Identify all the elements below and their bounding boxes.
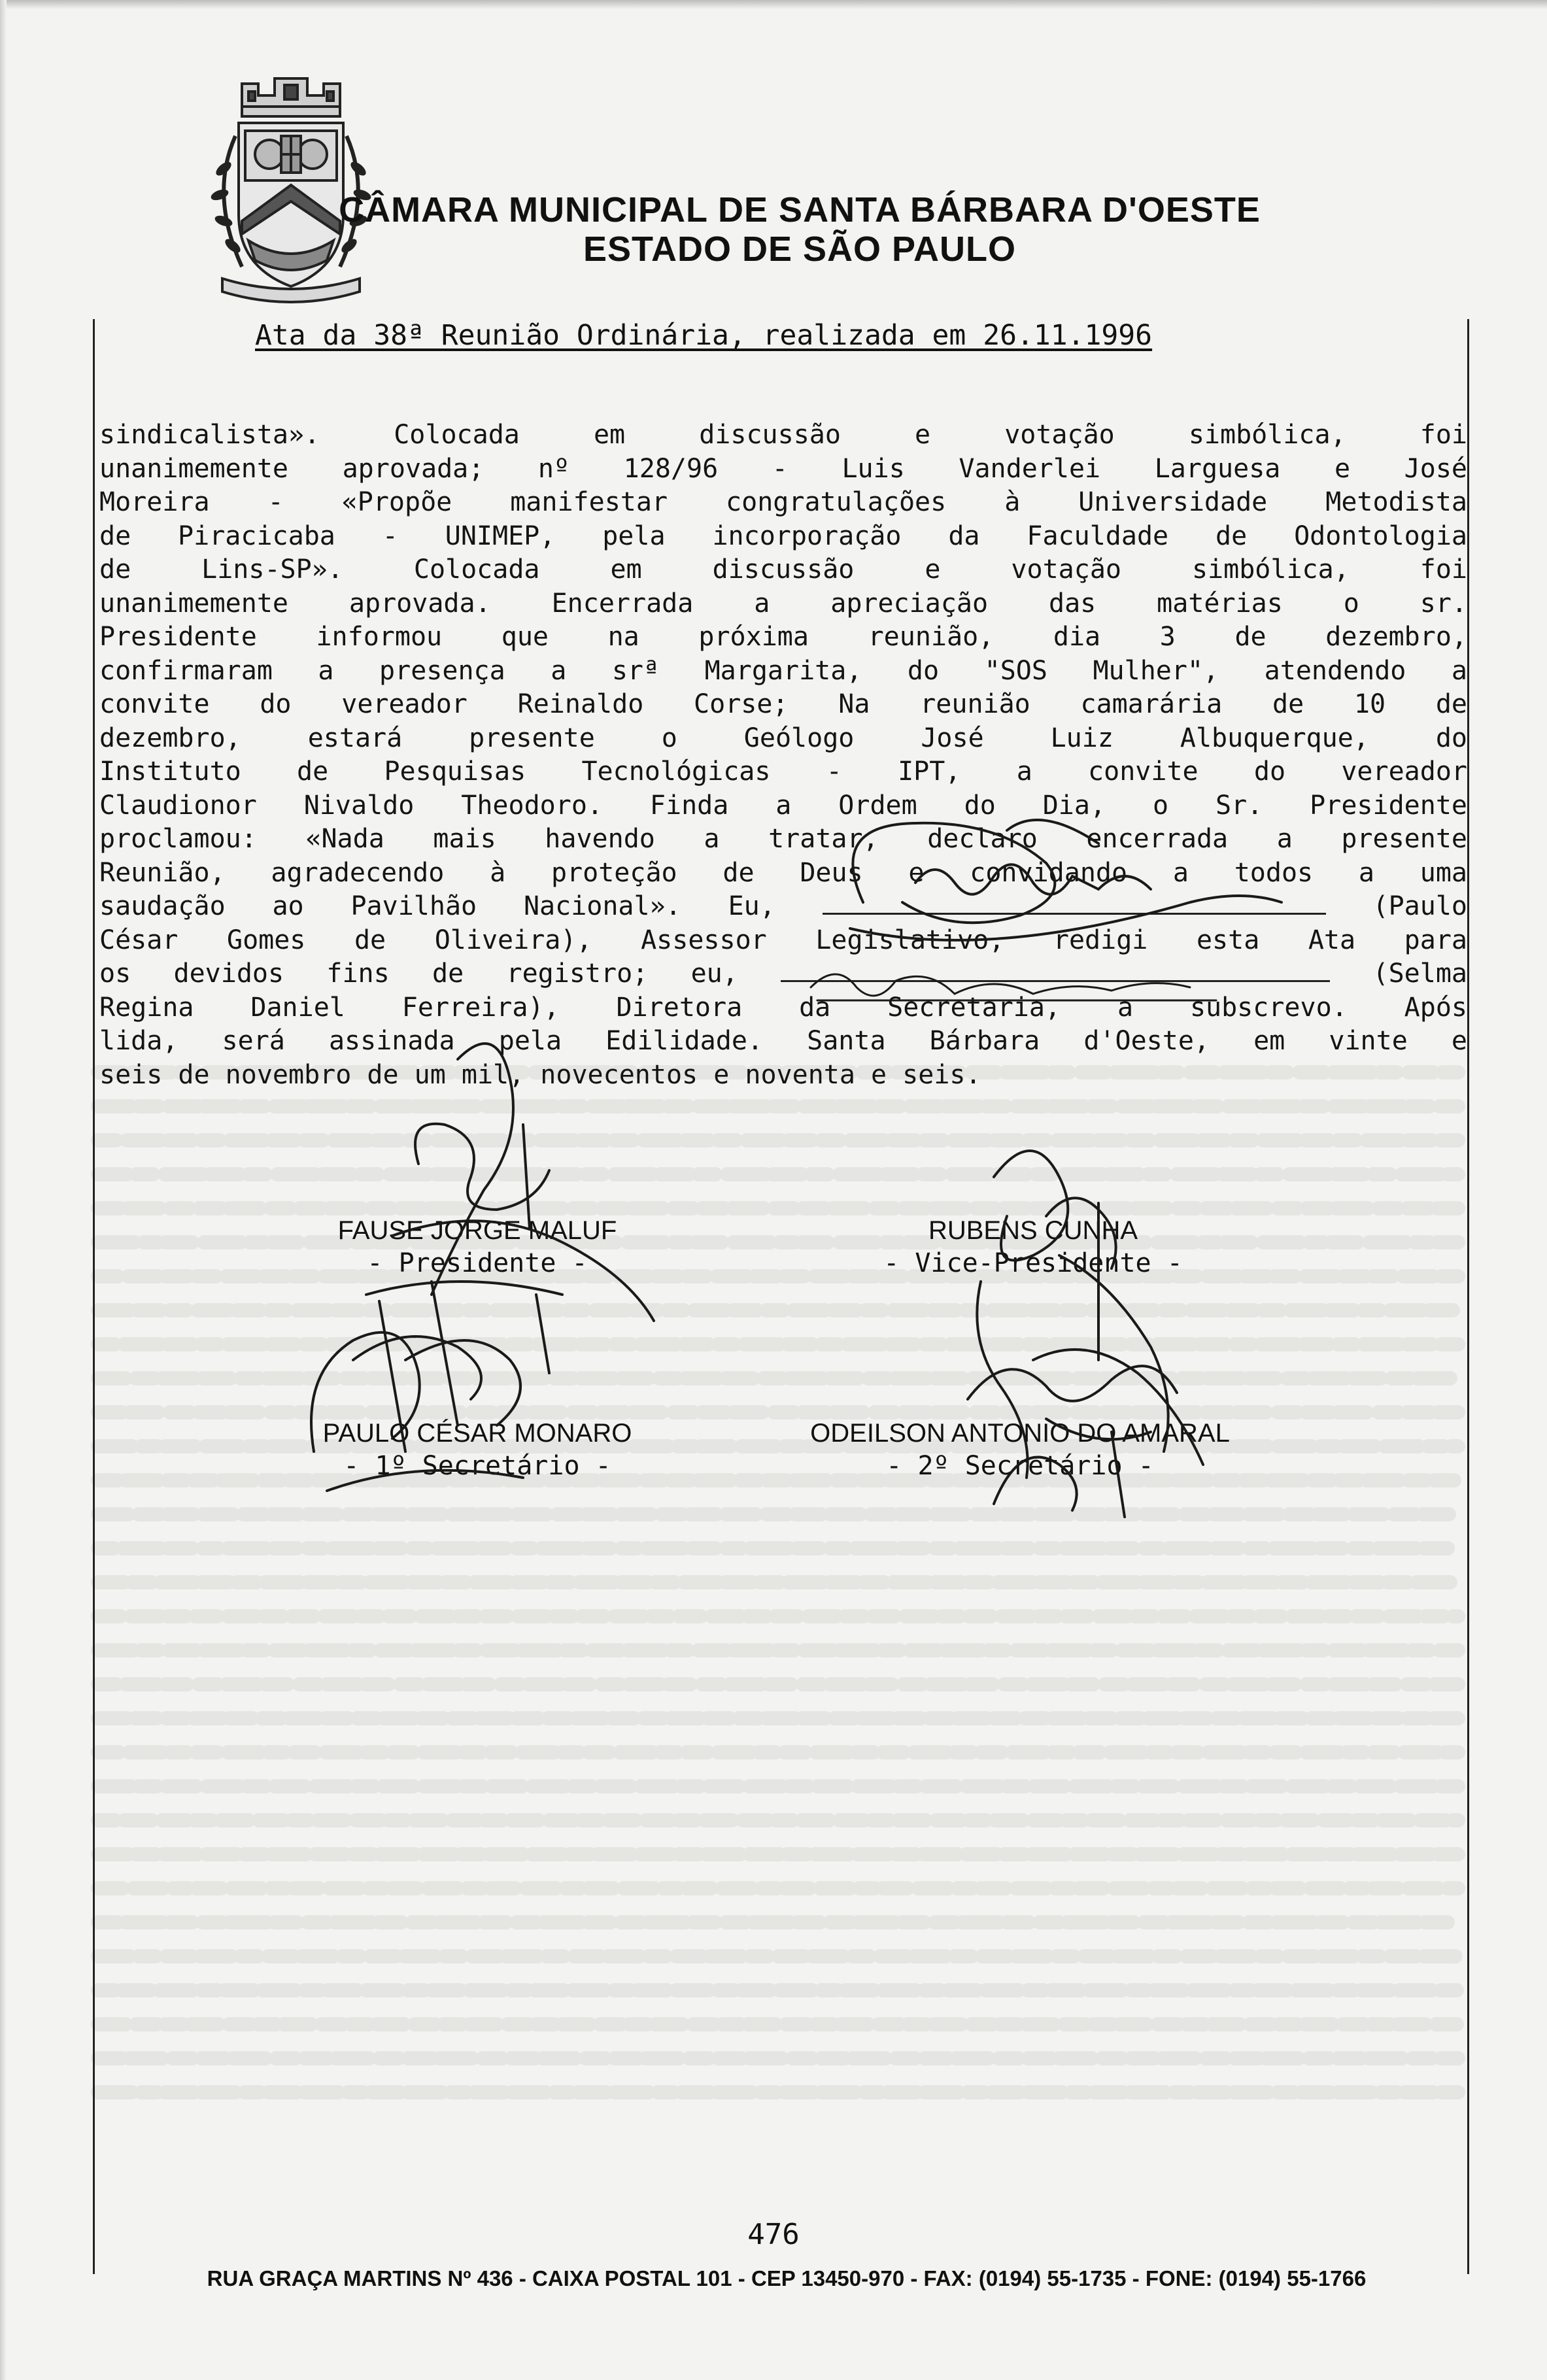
signatory-name: RUBENS CUNHA (928, 1216, 1138, 1245)
body-line: confirmaram a presença a srª Margarita, do "SOS Mulher", atendendo a (99, 655, 1467, 686)
body-line: proclamou: «Nada mais havendo a tratar, declaro encerrada a presente (99, 824, 1467, 854)
signatory-name: PAULO CÉSAR MONARO (322, 1419, 632, 1448)
minutes-body (99, 418, 1467, 1092)
signature-director-handwritten (798, 942, 1255, 1020)
institution-state: ESTADO DE SÃO PAULO (583, 230, 1017, 269)
right-margin-rule (1467, 319, 1469, 2274)
body-line: Presidente informou que na próxima reunião, dia 3 de dezembro, (99, 622, 1467, 652)
body-line: lida, será assinada pela Edilidade. Santa Bárbara d'Oeste, em vinte e (99, 1026, 1467, 1056)
letterhead-footer: RUA GRAÇA MARTINS Nº 436 - CAIXA POSTAL 101 - CEP 13450-970 - FAX: (0194) 55-1735 - FONE: (0194) 55-1766 (207, 2266, 1367, 2290)
signatory-role: - 2º Secretário - (886, 1451, 1154, 1481)
body-fragment: (Paulo (1372, 891, 1467, 921)
signature-first-secretary-handwritten (275, 1242, 641, 1517)
signatory-role: - 1º Secretário - (343, 1451, 611, 1481)
left-margin-rule (93, 319, 95, 2274)
body-line: Claudionor Nivaldo Theodoro. Finda a Ordem do Dia, o Sr. Presidente (99, 790, 1467, 821)
body-fragment: os devidos fins de registro; eu, (99, 959, 738, 989)
scan-edge-left (0, 0, 7, 2380)
body-line: Moreira - «Propõe manifestar congratulações à Universidade Metodista (99, 487, 1467, 517)
signatory-name: ODEILSON ANTONIO DO AMARAL (810, 1419, 1230, 1448)
signatory-role: - Presidente - (367, 1248, 588, 1278)
body-line: seis de novembro de um mil, novecentos e noventa e seis. (99, 1059, 981, 1090)
scan-edge-top (0, 0, 1547, 9)
body-line: unanimemente aprovada; nº 128/96 - Luis Vanderlei Larguesa e José (99, 453, 1467, 484)
body-line: Reunião, agradecendo à proteção de Deus e convidando a todos a uma (99, 857, 1467, 888)
institution-name: CÂMARA MUNICIPAL DE SANTA BÁRBARA D'OESTE (339, 190, 1261, 230)
coat-of-arms-emblem (196, 71, 386, 306)
minutes-title: Ata da 38ª Reunião Ordinária, realizada em 26.11.1996 (255, 319, 1153, 352)
body-fragment: saudação ao Pavilhão Nacional». Eu, (99, 891, 775, 921)
body-line: de Lins-SP». Colocada em discussão e votação simbólica, foi (99, 554, 1467, 585)
signatory-name: FAUSE JORGE MALUF (337, 1216, 617, 1245)
body-line: César Gomes de Oliveira), Assessor Legislativo, redigi esta Ata para (99, 925, 1467, 955)
body-line: convite do vereador Reinaldo Corse; Na reunião camarária de 10 de (99, 689, 1467, 719)
signatory-role: - Vice-Presidente - (883, 1248, 1183, 1278)
signature-second-secretary-handwritten (915, 1334, 1255, 1530)
body-line: dezembro, estará presente o Geólogo José Luiz Albuquerque, do (99, 722, 1467, 753)
body-line: de Piracicaba - UNIMEP, pela incorporação da Faculdade de Odontologia (99, 520, 1467, 551)
body-line: Regina Daniel Ferreira), Diretora da Secretaria, a subscrevo. Após (99, 992, 1467, 1023)
page-number: 476 (747, 2218, 800, 2251)
body-fragment: (Selma (1372, 959, 1467, 989)
body-line: sindicalista». Colocada em discussão e votação simbólica, foi (99, 420, 1467, 450)
body-line: Instituto de Pesquisas Tecnológicas - IPT, a convite do vereador (99, 756, 1467, 787)
body-line: unanimemente aprovada. Encerrada a apreciação das matérias o sr. (99, 588, 1467, 619)
